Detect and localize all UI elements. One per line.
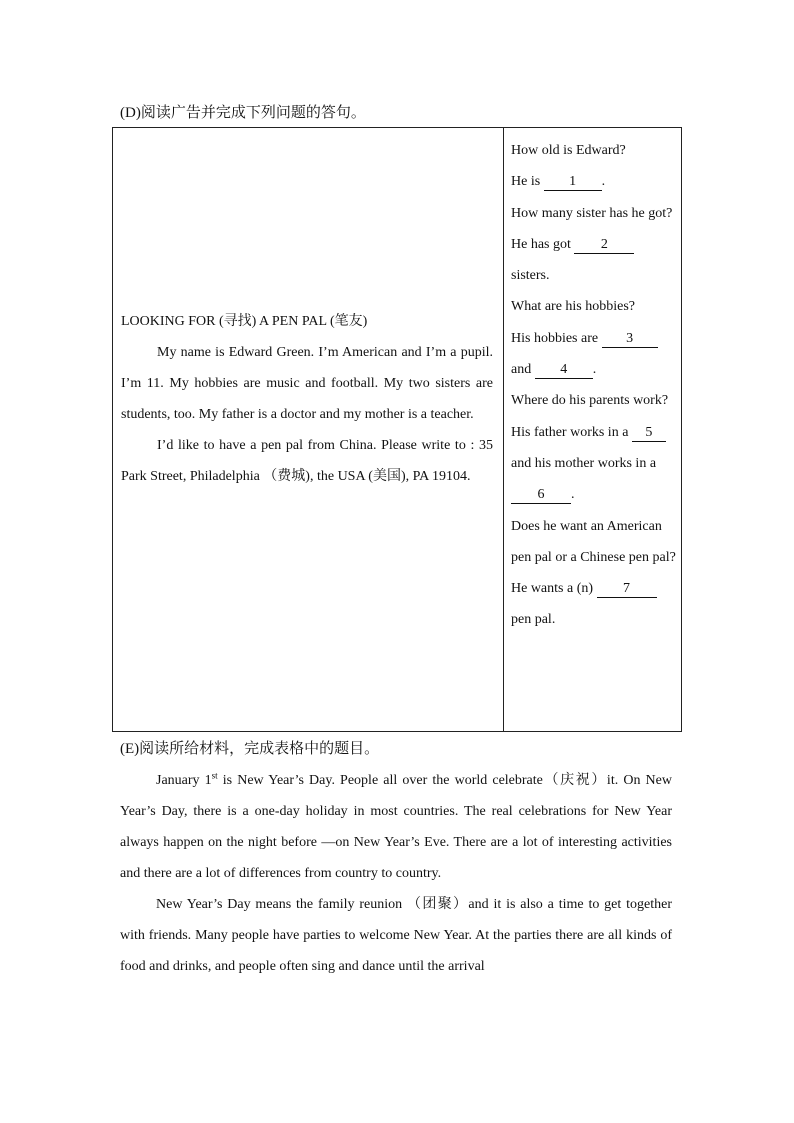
blank-2[interactable]: 2 [574, 237, 634, 254]
question-5: Does he want an American pen pal or a Chinese pen pal? [511, 518, 676, 565]
answer-text: . [592, 362, 597, 378]
answer-2 [511, 229, 679, 260]
question-2: How many sister has he got? [511, 205, 673, 221]
ad-paragraph-1: My name is Edward Green. I’m American and I’m a pupil. I’m 11. My hobbies are music and football. My two sisters are students, too. My father is a doctor and my mother is a teacher. [121, 345, 493, 422]
answer-text: He is [511, 174, 544, 190]
passage-paragraph-1 [120, 765, 672, 889]
section-e-heading: (E)阅读所给材料，完成表格中的题目。 [120, 741, 380, 757]
blank-5[interactable]: 5 [632, 425, 666, 442]
blank-1[interactable]: 1 [544, 174, 602, 191]
pen-pal-advertisement [121, 306, 493, 492]
passage-text: January 1 [156, 773, 212, 788]
answer-text: and his mother works in a [511, 455, 657, 471]
question-1: How old is Edward? [511, 143, 626, 158]
answer-text: . [571, 487, 575, 503]
answer-3-cont [511, 354, 679, 385]
ad-paragraph-2: I’d like to have a pen pal from China. Please write to : 35 Park Street, Philadelphia （费城), the USA (美国), PA 19104. [121, 438, 493, 484]
answer-text: His father works in a [511, 424, 632, 440]
blank-6[interactable]: 6 [511, 487, 571, 504]
answer-3 [511, 323, 679, 354]
ordinal-suffix: st [211, 770, 218, 781]
answer-5-end: pen pal. [511, 612, 556, 628]
answer-text: He has got [511, 236, 575, 252]
answer-5 [511, 573, 679, 604]
answer-text: He wants a (n) [511, 581, 597, 597]
answer-text: . [601, 174, 606, 190]
blank-7[interactable]: 7 [597, 581, 657, 598]
question-3: What are his hobbies? [511, 299, 636, 315]
passage-paragraph-2: New Year’s Day means the family reunion （团聚）and it is also a time to get together with friends. Many people have parties to welcome New Year. At the parties there are all kinds of food and drinks, and people often sing and dance until the arrival [120, 897, 672, 974]
blank-4[interactable]: 4 [535, 362, 593, 379]
column-divider [503, 128, 504, 731]
section-d-heading: (D)阅读广告并完成下列问题的答句。 [120, 105, 366, 121]
answer-4 [511, 417, 679, 511]
answer-1 [511, 166, 679, 197]
answer-text: His hobbies are [511, 330, 602, 346]
ad-title: LOOKING FOR (寻找) A PEN PAL (笔友) [121, 314, 368, 329]
blank-3[interactable]: 3 [602, 331, 658, 348]
passage-text: is New Year’s Day. People all over the world celebrate（庆祝）it. On New Year’s Day, there is a one-day holiday in most countries. The real celebrations for New Year always happen on the night before —on New Year’s Eve. There are a lot of interesting activities and there are a lot of differences from country to country. [120, 773, 672, 881]
question-column [511, 135, 679, 636]
question-4: Where do his parents work? [511, 393, 669, 409]
answer-text: and [511, 362, 535, 378]
reading-table [112, 127, 682, 732]
answer-2-end: sisters. [511, 268, 550, 284]
new-year-passage [120, 765, 672, 982]
